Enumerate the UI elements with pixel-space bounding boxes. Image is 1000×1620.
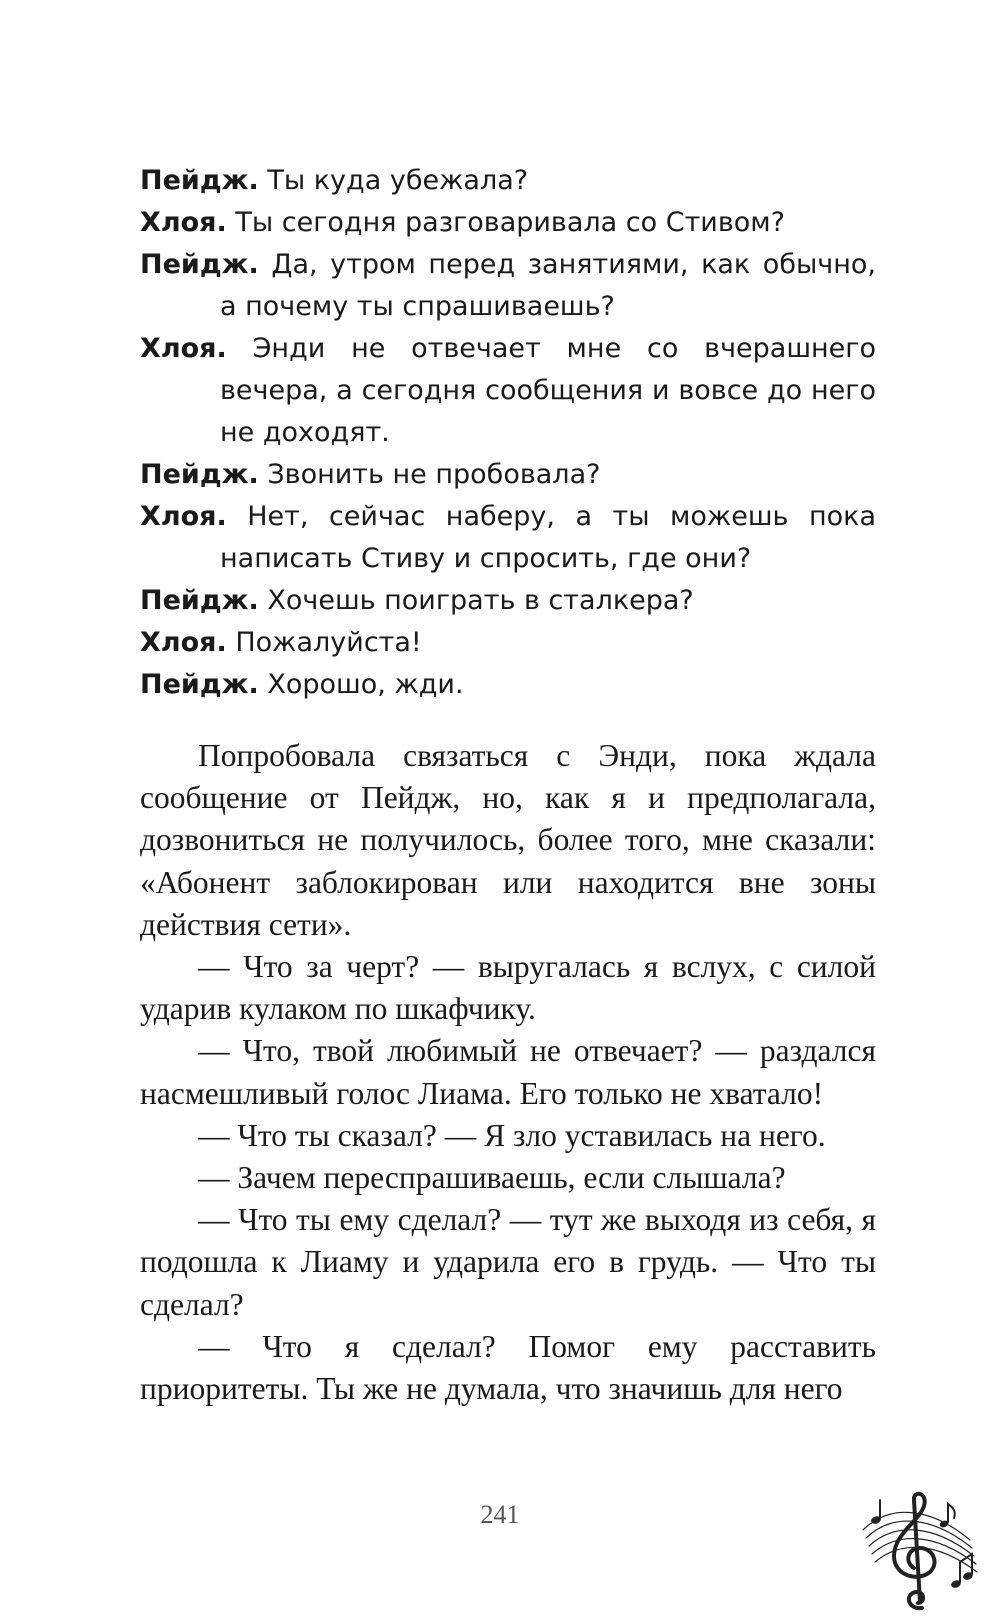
chat-speaker: Хлоя. [140, 333, 227, 364]
chat-speaker: Хлоя. [140, 627, 227, 658]
prose-paragraph: — Что, твой любимый не отвечает? — раздался насмешливый голос Лиама. Его только не хватало! [140, 1033, 876, 1111]
chat-speaker: Пейдж. [140, 669, 259, 700]
chat-message [140, 622, 876, 664]
chat-text: Ты куда убежала? [267, 165, 529, 196]
chat-speaker: Хлоя. [140, 207, 227, 238]
chat-text: Энди не отвечает мне со вчерашнего вечера, а сегодня сообщения и вовсе до него не доходят. [220, 333, 876, 448]
chat-message [140, 160, 876, 202]
page-number: 241 [480, 1500, 520, 1529]
chat-text: Хорошо, жди. [267, 669, 464, 700]
chat-speaker: Пейдж. [140, 459, 259, 490]
chat-speaker: Хлоя. [140, 501, 227, 532]
chat-text: Нет, сейчас наберу, а ты можешь пока написать Стиву и спросить, где они? [220, 501, 876, 574]
chat-message [140, 244, 876, 328]
chat-message [140, 454, 876, 496]
prose-body [140, 735, 876, 1410]
chat-message [140, 664, 876, 706]
chat-text: Хочешь поиграть в сталкера? [267, 585, 694, 616]
chat-text: Ты сегодня разговаривала со Стивом? [235, 207, 785, 238]
prose-paragraph: — Зачем переспрашиваешь, если слышала? [198, 1160, 786, 1196]
treble-clef-music-notes-icon [858, 1490, 978, 1615]
chat-message [140, 328, 876, 454]
chat-speaker: Пейдж. [140, 249, 259, 280]
prose-paragraph: — Что ты ему сделал? — тут же выходя из себя, я подошла к Лиаму и ударила его в грудь. — Что ты сделал? [140, 1202, 876, 1322]
chat-message [140, 580, 876, 622]
prose-paragraph: — Что за черт? — выругалась я вслух, с силой ударив кулаком по шкафчику. [140, 949, 876, 1027]
chat-text: Звонить не пробовала? [267, 459, 601, 490]
prose-paragraph: Попробовала связаться с Энди, пока ждала сообщение от Пейдж, но, как я и предполагала, дозвониться не получилось, более того, мне сказали: «Абонент заблокирован или находится вне зоны действия сети». [140, 738, 876, 942]
chat-transcript [140, 160, 876, 706]
prose-paragraph: — Что ты сказал? — Я зло уставилась на него. [198, 1117, 826, 1153]
chat-speaker: Пейдж. [140, 585, 259, 616]
chat-text: Пожалуйста! [235, 627, 422, 658]
chat-speaker: Пейдж. [140, 165, 259, 196]
prose-paragraph: — Что я сделал? Помог ему расставить приоритеты. Ты же не думала, что значишь для него [140, 1328, 876, 1407]
chat-message [140, 496, 876, 580]
chat-message [140, 202, 876, 244]
chat-text: Да, утром перед занятиями, как обычно, а почему ты спрашиваешь? [220, 249, 876, 322]
